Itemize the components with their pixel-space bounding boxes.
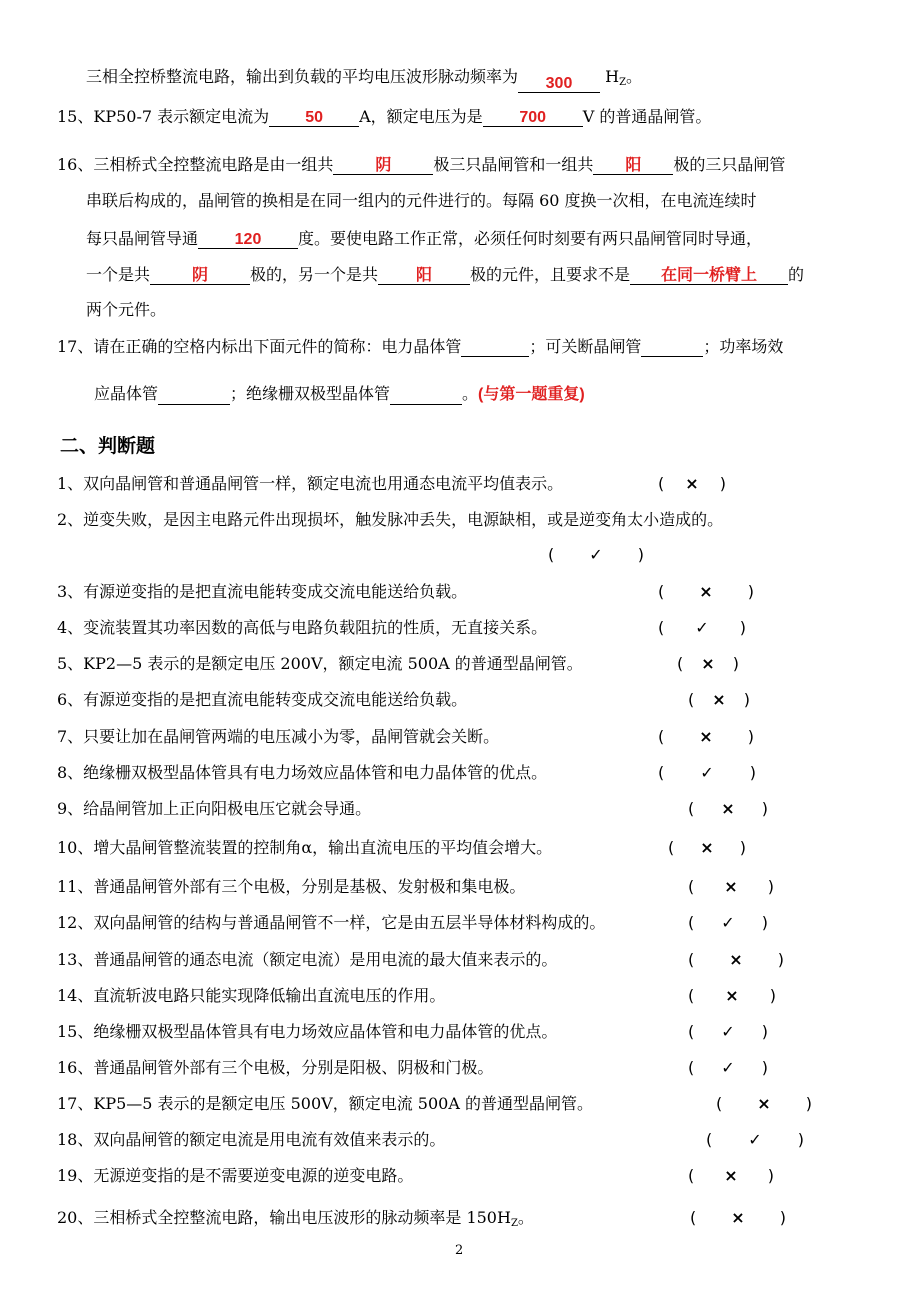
close-paren: ) xyxy=(747,582,754,601)
judge-question-text: 12、双向晶闸管的结构与普通晶闸管不一样，它是由五层半导体材料构成的。 xyxy=(57,913,606,932)
q16-line-e xyxy=(86,300,166,320)
judge-question-end: 。 xyxy=(517,1208,534,1227)
close-paren: ) xyxy=(805,1094,812,1113)
open-paren: ( xyxy=(658,474,665,493)
q16-answer-bridge-arm: 在同一桥臂上 xyxy=(630,266,788,285)
judge-answer-box[interactable] xyxy=(688,986,776,1006)
q15-line xyxy=(57,107,711,127)
q16-answer-cathode-2: 阴 xyxy=(150,266,250,285)
judge-question-text: 15、绝缘栅双极型晶体管具有电力场效应晶体管和电力晶体管的优点。 xyxy=(57,1022,558,1041)
q15-answer-voltage: 700 xyxy=(483,108,583,127)
q17-blank-power-transistor[interactable] xyxy=(461,338,529,357)
check-mark-icon: ✓ xyxy=(695,618,709,637)
judge-question-text: 14、直流斩波电路只能实现降低输出直流电压的作用。 xyxy=(57,986,446,1005)
judge-answer-box[interactable] xyxy=(688,950,784,970)
judge-item xyxy=(57,618,547,638)
judge-question-text: 11、普通晶闸管外部有三个电极，分别是基极、发射极和集电极。 xyxy=(57,877,526,896)
close-paren: ) xyxy=(761,1058,768,1077)
close-paren: ) xyxy=(743,690,750,709)
open-paren: ( xyxy=(688,950,695,969)
judge-question-text: 1、双向晶闸管和普通晶闸管一样，额定电流也用通态电流平均值表示。 xyxy=(57,474,564,493)
judge-question-text: 17、KP5—5 表示的是额定电压 500V，额定电流 500A 的普通型晶闸管。 xyxy=(57,1094,593,1113)
judge-item xyxy=(57,1058,493,1078)
judge-question-text: 20、三相桥式全控整流电路，输出电压波形的脉动频率是 150H xyxy=(57,1208,511,1227)
q17-line-a xyxy=(57,337,783,357)
judge-question-text: 19、无源逆变指的是不需要逆变电源的逆变电路。 xyxy=(57,1166,414,1185)
open-paren: ( xyxy=(688,877,695,896)
q16-line-a xyxy=(57,155,785,175)
cross-mark-icon: × xyxy=(725,986,739,1005)
judge-answer-box[interactable] xyxy=(716,1094,812,1114)
q16-text-d: 一个是共 xyxy=(86,265,151,284)
q16-text-d-mid: 极的，另一个是共 xyxy=(250,265,379,284)
q17-text-b-mid: ；绝缘栅双极型晶体管 xyxy=(230,384,391,403)
judge-question-text: 3、有源逆变指的是把直流电能转变成交流电能送给负载。 xyxy=(57,582,468,601)
judge-answer-box[interactable] xyxy=(690,1208,786,1228)
cross-mark-icon: × xyxy=(731,1208,745,1227)
q15-answer-current: 50 xyxy=(269,108,359,127)
judge-question-text: 8、绝缘栅双极型晶体管具有电力场效应晶体管和电力晶体管的优点。 xyxy=(57,763,548,782)
judge-answer-box[interactable] xyxy=(688,913,768,933)
close-paren: ) xyxy=(767,1166,774,1185)
judge-item xyxy=(57,1022,557,1042)
close-paren: ) xyxy=(769,986,776,1005)
judge-answer-box[interactable] xyxy=(668,838,746,858)
check-mark-icon: ✓ xyxy=(700,763,714,782)
judge-item xyxy=(57,1094,593,1114)
q16-text-e: 两个元件。 xyxy=(86,300,167,319)
close-paren: ) xyxy=(719,474,726,493)
q14-text: 三相全控桥整流电路，输出到负载的平均电压波形脉动频率为 xyxy=(86,67,519,86)
q16-line-d xyxy=(86,265,804,285)
q17-text-b: 应晶体管 xyxy=(94,384,159,403)
judge-item xyxy=(57,838,552,858)
judge-item xyxy=(57,1166,413,1186)
judge-question-sub: Z xyxy=(510,1218,518,1229)
judge-item xyxy=(57,690,467,710)
q14-answer: 300 xyxy=(518,74,600,93)
q16-answer-cathode: 阴 xyxy=(333,156,433,175)
judge-question-text: 6、有源逆变指的是把直流电能转变成交流电能送给负载。 xyxy=(57,690,468,709)
judge-question-text: 10、增大晶闸管整流装置的控制角α，输出直流电压的平均值会增大。 xyxy=(57,838,553,857)
open-paren: ( xyxy=(548,545,555,564)
open-paren: ( xyxy=(688,690,695,709)
judge-question-text: 4、变流装置其功率因数的高低与电路负载阻抗的性质，无直接关系。 xyxy=(57,618,548,637)
open-paren: ( xyxy=(688,1166,695,1185)
judge-item xyxy=(57,582,467,602)
close-paren: ) xyxy=(797,1130,804,1149)
q14-unit: H xyxy=(605,67,620,86)
judge-item xyxy=(57,1130,445,1150)
open-paren: ( xyxy=(716,1094,723,1113)
close-paren: ) xyxy=(777,950,784,969)
judge-answer-box[interactable] xyxy=(658,582,754,602)
q16-line-c xyxy=(86,229,762,249)
judge-answer-box[interactable] xyxy=(688,1022,768,1042)
q16-text-d-post: 的 xyxy=(788,265,805,284)
judge-question-text: 16、普通晶闸管外部有三个电极，分别是阳极、阴极和门极。 xyxy=(57,1058,494,1077)
judge-item xyxy=(57,1208,534,1234)
q14-end: 。 xyxy=(626,67,643,86)
q17-note: (与第一题重复) xyxy=(478,386,585,403)
close-paren: ) xyxy=(739,618,746,637)
judge-answer-box[interactable] xyxy=(706,1130,804,1150)
close-paren: ) xyxy=(761,913,768,932)
open-paren: ( xyxy=(706,1130,713,1149)
judge-answer-box[interactable] xyxy=(688,1166,774,1186)
q17-blank-mosfet[interactable] xyxy=(158,386,230,405)
judge-item xyxy=(57,913,605,933)
q17-text-b-post: 。 xyxy=(462,384,479,403)
close-paren: ) xyxy=(749,763,756,782)
judge-answer-box[interactable] xyxy=(548,545,644,565)
check-mark-icon: ✓ xyxy=(748,1130,762,1149)
judge-question-text: 13、普通晶闸管的通态电流（额定电流）是用电流的最大值来表示的。 xyxy=(57,950,558,969)
open-paren: ( xyxy=(658,582,665,601)
judge-item xyxy=(57,510,723,530)
judge-item xyxy=(57,763,547,783)
cross-mark-icon: × xyxy=(729,950,743,969)
judge-item xyxy=(57,877,525,897)
judge-answer-box[interactable] xyxy=(658,727,754,747)
judge-question-text: 9、给晶闸管加上正向阳极电压它就会导通。 xyxy=(57,799,372,818)
q17-blank-igbt[interactable] xyxy=(390,386,462,405)
cross-mark-icon: × xyxy=(724,877,738,896)
q16-text-c-post: 度。要使电路工作正常，必须任何时刻要有两只晶闸管同时导通， xyxy=(298,229,763,248)
judge-item xyxy=(57,727,499,747)
judge-answer-box[interactable] xyxy=(677,654,739,674)
open-paren: ( xyxy=(668,838,675,857)
cross-mark-icon: × xyxy=(699,582,713,601)
q16-text-a: 16、三相桥式全控整流电路是由一组共 xyxy=(57,155,334,174)
q16-answer-anode-2: 阳 xyxy=(378,266,470,285)
open-paren: ( xyxy=(688,799,695,818)
close-paren: ) xyxy=(761,799,768,818)
judge-question-text: 7、只要让加在晶闸管两端的电压减小为零，晶闸管就会关断。 xyxy=(57,727,500,746)
judge-item xyxy=(57,986,445,1006)
judge-answer-box[interactable] xyxy=(658,763,756,783)
q17-text-a: 17、请在正确的空格内标出下面元件的简称：电力晶体管 xyxy=(57,337,462,356)
q16-text-d-mid2: 极的元件，且要求不是 xyxy=(470,265,631,284)
q16-text-c: 每只晶闸管导通 xyxy=(86,229,199,248)
open-paren: ( xyxy=(688,913,695,932)
q17-blank-gto[interactable] xyxy=(641,338,703,357)
cross-mark-icon: × xyxy=(721,799,735,818)
section2-title: 二、判断题 xyxy=(60,435,156,457)
close-paren: ) xyxy=(732,654,739,673)
q16-text-b: 串联后构成的，晶闸管的换相是在同一组内的元件进行的。每隔 60 度换一次相，在电流连续时 xyxy=(86,191,757,210)
q16-text-a-post: 极的三只晶闸管 xyxy=(673,155,786,174)
q17-line-b xyxy=(94,384,585,405)
judge-answer-box[interactable] xyxy=(688,877,774,897)
q17-text-a-post: ；功率场效 xyxy=(703,337,784,356)
q14-unit-sub: Z xyxy=(619,77,627,88)
check-mark-icon: ✓ xyxy=(721,913,735,932)
check-mark-icon: ✓ xyxy=(589,545,603,564)
page-number: 2 xyxy=(455,1243,464,1258)
cross-mark-icon: × xyxy=(724,1166,738,1185)
check-mark-icon: ✓ xyxy=(721,1058,735,1077)
close-paren: ) xyxy=(761,1022,768,1041)
close-paren: ) xyxy=(767,877,774,896)
cross-mark-icon: × xyxy=(685,474,699,493)
open-paren: ( xyxy=(688,1022,695,1041)
judge-item xyxy=(57,654,583,674)
judge-question-text: 5、KP2—5 表示的是额定电压 200V，额定电流 500A 的普通型晶闸管。 xyxy=(57,654,583,673)
judge-item xyxy=(57,799,371,819)
judge-item xyxy=(57,474,563,494)
q14-line xyxy=(86,67,642,93)
cross-mark-icon: × xyxy=(712,690,726,709)
q17-text-a-mid: ；可关断晶闸管 xyxy=(529,337,642,356)
judge-answer-box[interactable] xyxy=(658,474,726,494)
open-paren: ( xyxy=(688,986,695,1005)
judge-item xyxy=(57,950,557,970)
judge-answer-box[interactable] xyxy=(688,1058,768,1078)
open-paren: ( xyxy=(690,1208,697,1227)
close-paren: ) xyxy=(747,727,754,746)
q15-text-mid: A，额定电压为是 xyxy=(359,107,483,126)
check-mark-icon: ✓ xyxy=(721,1022,735,1041)
judge-answer-box[interactable] xyxy=(688,690,750,710)
close-paren: ) xyxy=(637,545,644,564)
q16-answer-angle: 120 xyxy=(198,230,298,249)
q16-text-a-mid: 极三只晶闸管和一组共 xyxy=(433,155,594,174)
open-paren: ( xyxy=(658,618,665,637)
q16-answer-anode: 阳 xyxy=(593,156,673,175)
judge-answer-box[interactable] xyxy=(688,799,768,819)
judge-question-text: 2、逆变失败，是因主电路元件出现损坏，触发脉冲丢失，电源缺相，或是逆变角太小造成的。 xyxy=(57,510,724,529)
judge-answer-box[interactable] xyxy=(658,618,746,638)
open-paren: ( xyxy=(658,727,665,746)
open-paren: ( xyxy=(688,1058,695,1077)
q16-line-b xyxy=(86,191,757,211)
cross-mark-icon: × xyxy=(701,654,715,673)
q15-text-post: V 的普通晶闸管。 xyxy=(582,107,712,126)
close-paren: ) xyxy=(779,1208,786,1227)
open-paren: ( xyxy=(658,763,665,782)
judge-question-text: 18、双向晶闸管的额定电流是用电流有效值来表示的。 xyxy=(57,1130,446,1149)
cross-mark-icon: × xyxy=(699,727,713,746)
cross-mark-icon: × xyxy=(757,1094,771,1113)
open-paren: ( xyxy=(677,654,684,673)
q15-text: 15、KP50-7 表示额定电流为 xyxy=(57,107,270,126)
cross-mark-icon: × xyxy=(700,838,714,857)
close-paren: ) xyxy=(739,838,746,857)
